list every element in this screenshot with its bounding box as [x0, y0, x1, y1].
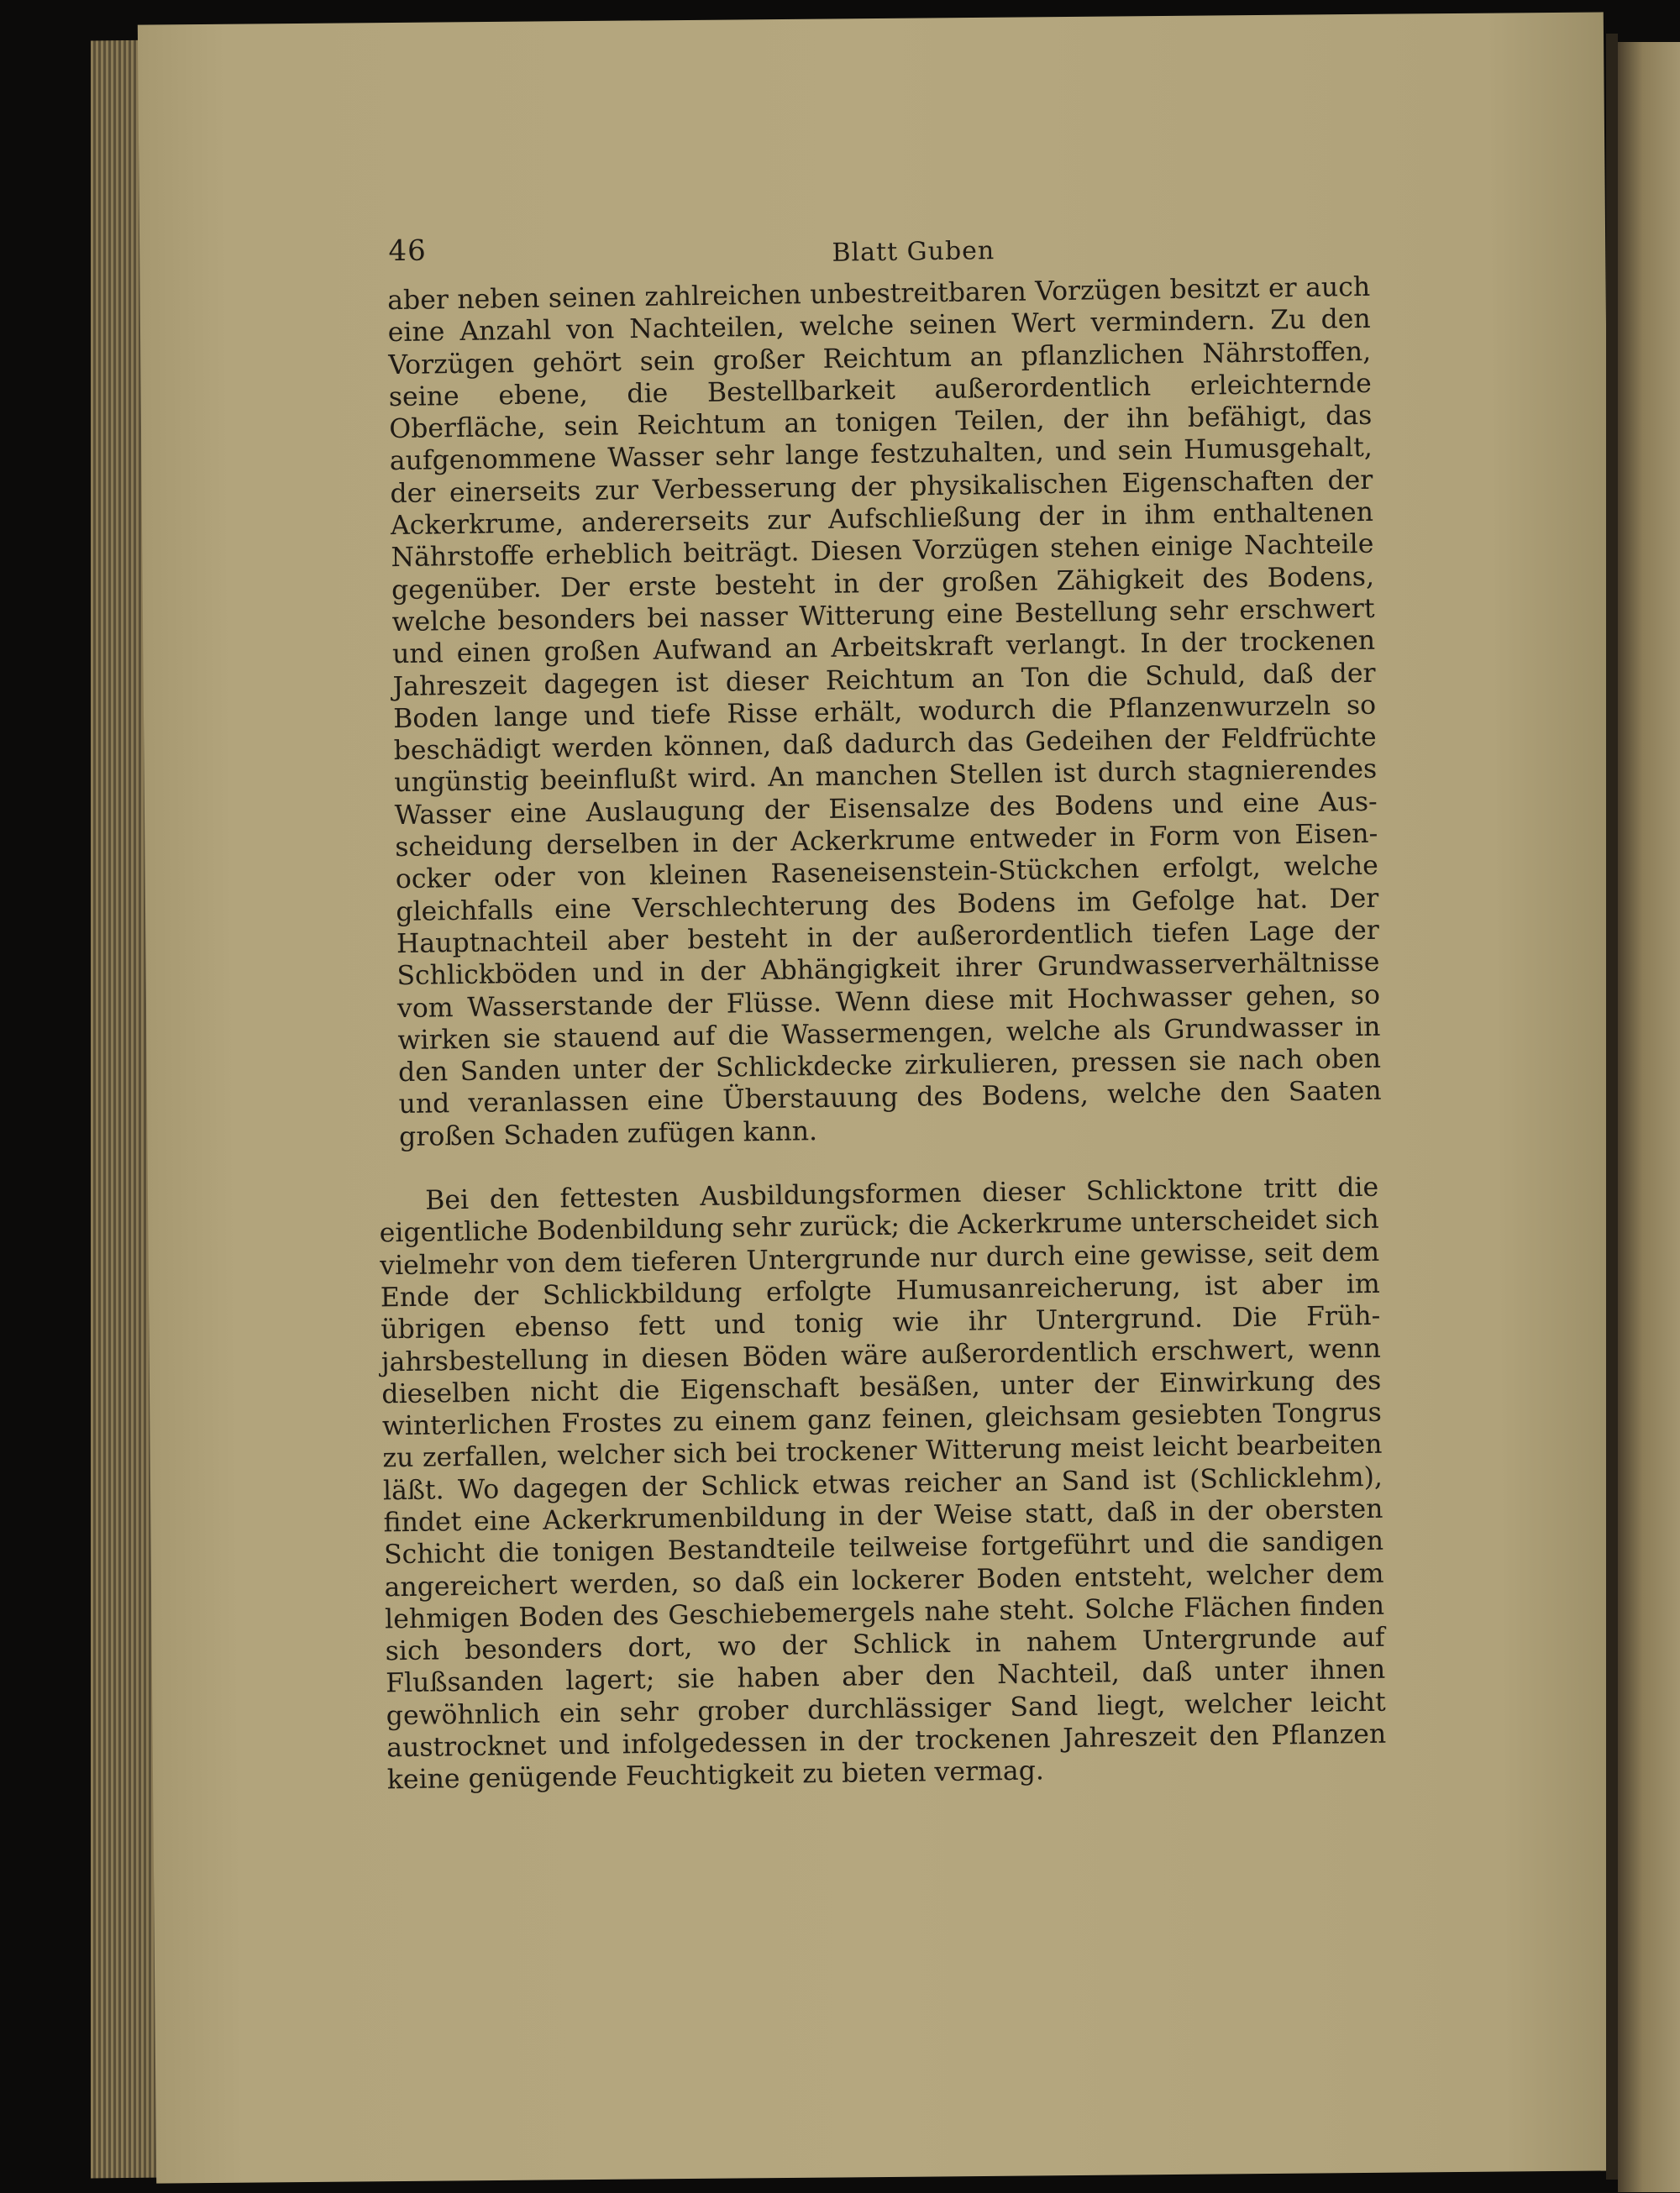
running-title: Blatt Guben	[832, 236, 995, 268]
gutter-shadow	[1606, 34, 1618, 2180]
page-text-block	[336, 212, 1391, 1797]
facing-page-edge	[1618, 42, 1680, 2192]
body-paragraph-2: Bei den fettesten Ausbildungsformen dieser Schlicktone tritt die eigentliche Bodenbildung sehr zurück; die Ackerkrume unterscheidet sich vielmehr von dem tieferen Untergrunde nur durch eine gewisse, seit dem Ende der Schlickbildung erfolgte Humusanreicherung, ist aber im übrigen ebenso fett und tonig wie ihr Untergrund. Die Frühjahrsbestellung in diesen Böden wäre außerordentlich erschwert, wenn dieselben nicht die Eigenschaft besäßen, unter der Einwirkung des winterlichen Frostes zu einem ganz feinen, gleichsam gesiebten Tongrus zu zerfallen, welcher sich bei trockener Witterung meist leicht bearbeiten läßt. Wo dagegen der Schlick etwas reicher an Sand ist (Schlicklehm), findet eine Ackerkrumenbildung in der Weise statt, daß in der obersten Schicht die tonigen Bestandteile teilweise fortgeführt und die sandigen angereichert werden, so daß ein lockerer Boden entsteht, welcher dem lehmigen Boden des Geschiebemergels nahe steht. Solche Flächen finden sich besonders dort, wo der Schlick in nahem Untergrunde auf Flußsanden lagert; sie haben aber den Nachteil, daß unter ihnen gewöhnlich ein sehr grober durchlässiger Sand liegt, welcher leicht austrocknet und infolgedessen in der trockenen Jahreszeit den Pflanzen keine genügende Feuchtigkeit zu bieten vermag.	[379, 1172, 1387, 1796]
body-paragraph-1: aber neben seinen zahlreichen unbestreitbaren Vorzügen besitzt er auch eine Anzahl von Nachteilen, welche seinen Wert vermindern. Zu den Vorzügen gehört sein großer Reichtum an pflanzlichen Nährstoffen, seine ebene, die Bestellbarkeit außerordentlich erleichternde Oberfläche, sein Reichtum an tonigen Teilen, der ihn befähigt, das aufgenommene Wasser sehr lange festzuhalten, und sein Humusgehalt, der einerseits zur Verbesserung der physikalischen Eigenschaften der Ackerkrume, andererseits zur Aufschließung der in ihm enthaltenen Nährstoffe erheblich beiträgt. Diesen Vorzügen stehen einige Nachteile gegenüber. Der erste besteht in der großen Zähigkeit des Bodens, welche besonders bei nasser Witterung eine Bestellung sehr erschwert und einen großen Aufwand an Arbeitskraft verlangt. In der trockenen Jahreszeit dagegen ist dieser Reichtum an Ton die Schuld, daß der Boden lange und tiefe Risse erhält, wodurch die Pflanzenwurzeln so beschädigt werden können, daß dadurch das Gedeihen der Feldfrüchte ungünstig beeinflußt wird. An manchen Stellen ist durch stagnierendes Wasser eine Auslaugung der Eisensalze des Bodens und eine Ausscheidung derselben in der Ackerkrume entweder in Form von Eisenocker oder von kleinen Raseneisenstein-Stückchen erfolgt, welche gleichfalls eine Verschlechterung des Bodens im Gefolge hat. Der Hauptnachteil aber besteht in der außerordentlich tiefen Lage der Schlickböden und in der Abhängigkeit ihrer Grundwasserverhältnisse vom Wasserstande der Flüsse. Wenn diese mit Hochwasser gehen, so wirken sie stauend auf die Wassermengen, welche als Grundwasser in den Sanden unter der Schlickdecke zirkulieren, pressen sie nach oben und veranlassen eine Überstauung des Bodens, welche den Saaten großen Schaden zufügen kann.	[386, 271, 1382, 1152]
page-number: 46	[388, 233, 427, 269]
